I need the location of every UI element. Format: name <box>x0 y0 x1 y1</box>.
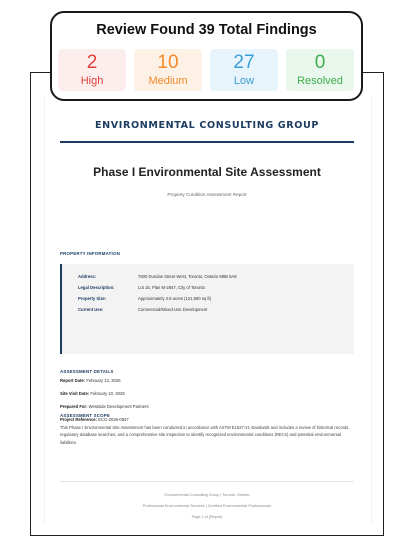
detail-prepared-for <box>60 404 354 409</box>
property-key: Property Size: <box>78 296 107 301</box>
detail-key: Project Reference: <box>60 417 98 422</box>
resolved-label: Resolved <box>297 75 343 87</box>
header-divider <box>60 141 354 143</box>
detail-value: February 10, 2026 <box>90 391 125 396</box>
resolved-count: 0 <box>314 52 326 73</box>
firm-name: ENVIRONMENTAL CONSULTING GROUP <box>94 120 319 131</box>
low-findings-stat[interactable] <box>210 49 278 91</box>
footer-divider <box>60 481 354 482</box>
detail-key: Prepared For: <box>60 404 88 409</box>
detail-key: Site Visit Date: <box>60 391 90 396</box>
high-label: High <box>80 75 104 87</box>
assessment-scope-heading: ASSESSMENT SCOPE <box>60 413 111 418</box>
footer-page-number: Page 1 of [Report] <box>191 515 223 519</box>
findings-summary-title: Review Found 39 Total Findings <box>96 22 317 38</box>
report-subtitle: Property Condition Assessment Report <box>167 192 247 197</box>
low-label: Low <box>233 75 255 87</box>
detail-value: ECG-2026-0847 <box>98 417 129 422</box>
high-count: 2 <box>86 52 98 73</box>
detail-value: Westside Development Partners <box>88 404 149 409</box>
property-key: Legal Description: <box>78 285 115 290</box>
detail-key: Report Date: <box>60 378 86 383</box>
property-value: 7500 Dundas Street West, Toronto, Ontario M9B 6A8 <box>138 274 237 279</box>
property-value: Commercial/Mixed-Use Development <box>138 307 208 312</box>
high-findings-stat[interactable] <box>58 49 126 91</box>
assessment-scope-text: This Phase I Environmental Site Assessment has been conducted in accordance with ASTM E1527-21 standards and includes a review of historical records, regulatory database searches, and a comprehensive site inspection to identify recognized environmental conditions (RECs) and potential environmental liabilities. <box>60 425 350 445</box>
footer-line-2: Professional Environmental Services | Certified Environmental Professionals <box>142 504 272 508</box>
footer-line-1: Environmental Consulting Group | Toronto, Ontario <box>164 493 250 497</box>
property-key: Current Use: <box>78 307 104 312</box>
property-info-box <box>60 264 354 354</box>
assessment-details-heading: ASSESSMENT DETAILS <box>60 369 114 374</box>
detail-value: February 13, 2026 <box>86 378 121 383</box>
low-count: 27 <box>233 52 255 73</box>
detail-report-date <box>60 378 354 383</box>
property-value: Approximately 2.8 acres (121,580 sq ft) <box>138 296 212 301</box>
detail-site-visit-date <box>60 391 354 396</box>
findings-summary-card <box>50 11 363 101</box>
property-info-heading: PROPERTY INFORMATION <box>60 251 120 256</box>
medium-count: 10 <box>157 52 179 73</box>
property-key: Address: <box>78 274 97 279</box>
medium-findings-stat[interactable] <box>134 49 202 91</box>
resolved-findings-stat[interactable] <box>286 49 354 91</box>
report-title: Phase I Environmental Site Assessment <box>93 165 321 179</box>
property-value: Lot 15, Plan M-2847, City of Toronto <box>138 285 205 290</box>
medium-label: Medium <box>148 75 188 87</box>
